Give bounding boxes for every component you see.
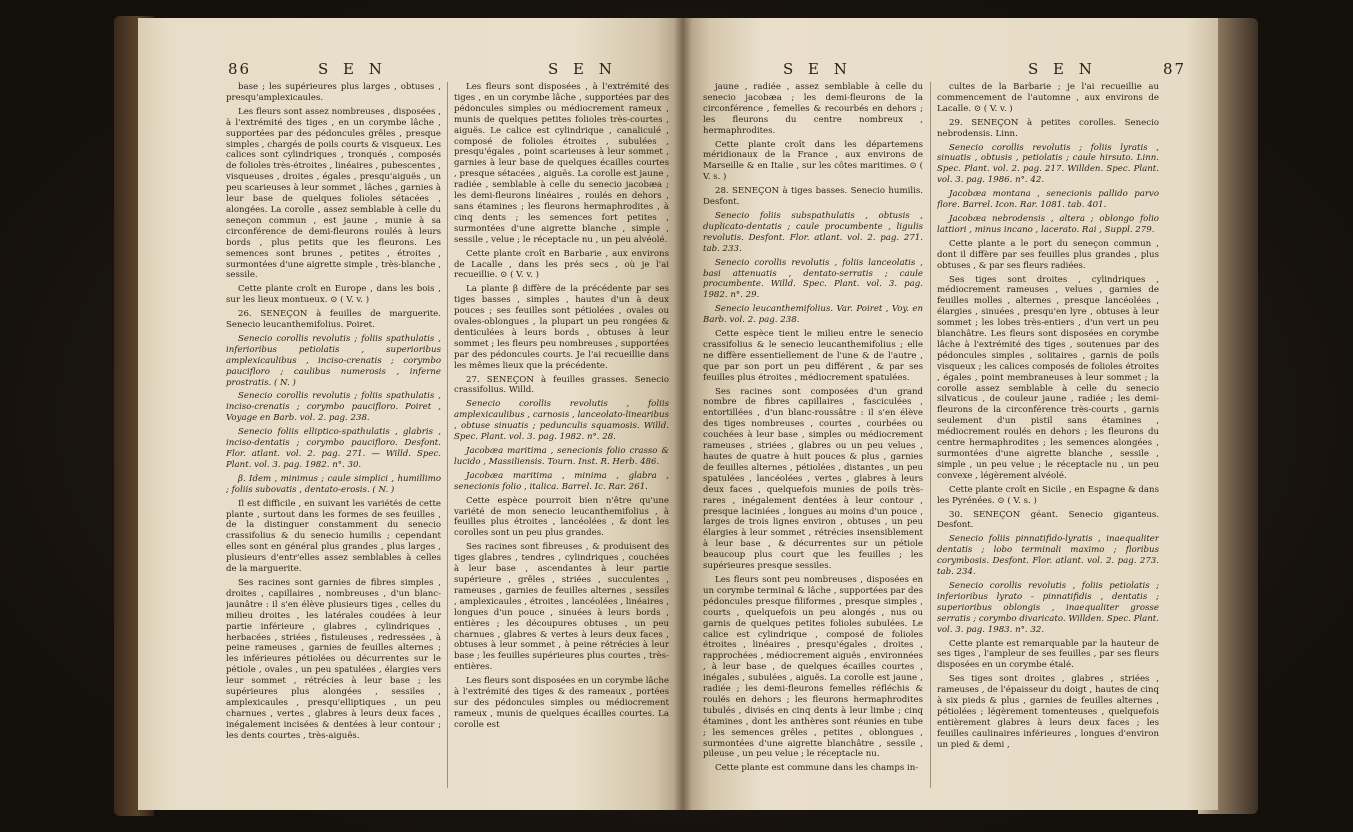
running-head-left-col2: S E N [548, 60, 617, 78]
paragraph: Jacobæa maritima , minima , glabra , senecionis folio , italica. Barrel. Ic. Rar. 261. [454, 470, 669, 492]
running-head-right-col1: S E N [783, 60, 852, 78]
paragraph: Cette espèce pourroit bien n'être qu'une variété de mon senecio leucanthemifolius , à feuilles plus étroites , lancéolées , & dont les corolles sont un peu plus grandes. [454, 495, 669, 539]
paragraph: Ses racines sont fibreuses , & produisent des tiges glabres , tendres , cylindriques , couchées à leur base , ascendantes à leur partie supérieure , grêles , striées , succulentes , rameuses , garnies de feuilles alternes , sessiles , amplexicaules , étroites , lancéolées , linéaires , longues d'un pouce , sinuées à leurs bords , entières ; les découpures obtuses , un peu charnues , glabres & vertes à leurs deux faces , obtuses à leur sommet , à peine rétrécies à leur base ; les feuilles supérieures plus courtes , très-entières. [454, 542, 669, 673]
right-page [683, 18, 1218, 810]
paragraph: Senecio foliis elliptico-spathulatis , glabris , inciso-dentatis ; corymbo paucifloro. Desfont. Flor. atlant. vol. 2. pag. 271. — Willd. Spec. Plant. vol. 3. pag. 1982. n°. 30. [226, 427, 441, 470]
paragraph: Les fleurs sont peu nombreuses , disposées en un corymbe terminal & lâche , supportées par des pédoncules presque filiformes , presque simples , courts , quelquefois un peu alongés , nus ou garnis de quelques petites folioles subulées. Le calice est cylindrique , composé de folioles étroites , linéaires , presqu'égales , droites , rapprochées , médiocrement aiguës , environnées , à leur base , de quelques écailles courtes , inégales , subulées , aiguës. La corolle est jaune , radiée ; les demi-fleurons femelles réfléchis & roulés en dehors ; les fleurons hermaphrodites tubulés , divisés en cinq dents à leur limbe ; cinq étamines , dont les anthères sont réunies en tube ; les semences grêles , petites , oblongues , surmontées d'une aigrette blanchâtre , sessile , pileuse , un peu velue ; le réceptacle nu. [703, 574, 923, 760]
paragraph: Senecio corollis revolutis ; foliis spathulatis , inferioribus petiolatis , superioribus amplexicaulibus , inciso-crenatis ; corymbo paucifloro ; caulibus numerosis , inferne prostratis. ( N. ) [226, 333, 441, 388]
paragraph: Jacobæa maritima , senecionis folio crasso & lucido , Massiliensis. Tourn. Inst. R. Herb. 486. [454, 446, 669, 467]
paragraph: Les fleurs sont disposées , à l'extrémité des tiges , en un corymbe lâche , supportées par des pédoncules simples ou médiocrement rameux , munis de quelques petites folioles très-courtes , aiguës. Le calice est cylindrique , canaliculé , composé de folioles étroites , subulées , presqu'égales , point scarieuses à leur sommet , garnies à leur base de quelques écailles courtes , presque sétacées , aiguës. La corolle est jaune , radiée , semblable à celle du senecio jacobæa ; les demi-fleurons linéaires , roulés en dehors , sans étamines ; les fleurons hermaphrodites , à cinq dents ; les semences fort petites , surmontées d'une aigrette blanche , simple , sessile , velue ; le réceptacle nu , un peu alvéolé. [454, 82, 669, 245]
right-page-column-1 [703, 82, 923, 794]
paragraph: Ses racines sont garnies de fibres simples , droites , capillaires , nombreuses , d'un blanc-jaunâtre : il s'en élève plusieurs tiges , celles du milieu droites , les latérales coudées à leur partie inférieure , glabres , cylindriques , herbacées , striées , fistuleuses , redressées , à peine rameuses , garnies de feuilles alternes ; les inférieures pétiolées ou décurrentes sur le pétiole , ovales , un peu spatulées , élargies vers leur sommet , rétrécies à leur base ; les supérieures plus alongées , sessiles , amplexicaules , presqu'elliptiques , un peu charnues , vertes , glabres à leurs deux faces , inégalement incisées & dentées à leur contour ; les dents courtes , très-aiguës. [226, 577, 441, 741]
paragraph: Les fleurs sont assez nombreuses , disposées , à l'extrémité des tiges , en un corymbe lâche , supportées par des pédoncules grêles , presque simples , chargés de poils courts & visqueux. Les calices sont cylindriques , tronqués , composés de folioles très-étroites , linéaires , pubescentes , visqueuses , droites , égales , presqu'aiguës , un peu scarieuses à leur sommet , lâches , garnies à leur base de quelques folioles sétacées , alongées. La corolle , assez semblable à celle du seneçon commun , est jaune , munie à sa circonférence de demi-fleurons roulés à leurs bords , plus petits que les fleurons. Les semences sont brunes , petites , étroites , surmontées d'une aigrette simple , très-blanche , sessile. [226, 106, 441, 281]
paragraph: Cette plante est commune dans les champs in- [715, 763, 919, 774]
paragraph: Ses tiges sont droites , glabres , striées , rameuses , de l'épaisseur du doigt , hautes de cinq à six pieds & plus , garnies de feuilles alternes , pétiolées ; légèrement tomenteuses , quelquefois entièrement glabres à leurs deux faces ; les feuilles caulinaires inférieures , longues d'environ un pied & demi , [937, 674, 1159, 750]
column-divider [930, 82, 931, 788]
paragraph: Ses tiges sont droites , cylindriques , médiocrement rameuses , velues , garnies de feuilles molles , alternes , presque lancéolées , élargies , sinuées , presqu'en lyre , obtuses à leur sommet ; les lobes très-entiers , d'un vert un peu blanchâtre. Les fleurs sont disposées en corymbe lâche à l'extrémité des tiges , soutenues par des pédoncules simples , solitaires , garnis de poils visqueux ; les calices composés de folioles étroites , égales , point membraneuses à leur sommet ; la corolle assez semblable à celle du senecio silvaticus , de couleur jaune , radiée ; les demi-fleurons de la circonférence très-courts , garnis seulement d'un pistil sans étamines , médiocrement roulés en dehors ; les fleurons du centre hermaphrodites ; les semences alongées , surmontées d'une aigrette blanche , sessile , simple , un peu velue ; le réceptacle nu , un peu convexe , légèrement alvéolé. [937, 274, 1159, 481]
paragraph: Senecio corollis revolutis ; foliis spathulatis , inciso-crenatis ; corymbo paucifloro. Poiret , Voyage en Barb. vol. 2. pag. 238. [226, 391, 441, 424]
paragraph: Les fleurs sont disposées en un corymbe lâche à l'extrémité des tiges & des rameaux , portées sur des pédoncules simples ou médiocrement rameux , munis de quelques écailles courtes. La corolle est [454, 676, 669, 730]
left-page-header [138, 60, 683, 82]
paragraph: Il est difficile , en suivant les variétés de cette plante , surtout dans les formes de ses feuilles , de la distinguer constamment du senecio crassifolius & du senecio humilis ; cependant elles sont en général plus grandes , plus larges , plusieurs d'entr'elles assez semblables à celles de la marguerite. [226, 498, 441, 575]
open-book [128, 10, 1218, 822]
paragraph: Ses racines sont composées d'un grand nombre de fibres capillaires , fasciculées , entortillées , d'un blanc-roussâtre : il s'en élève des tiges nombreuses , courtes , courbées ou couchées à leur base , simples ou médiocrement rameuses , striées , glabres ou un peu velues , hautes de quatre à huit pouces & plus , garnies de feuilles alternes , pétiolées , distantes , un peu spatulées , lancéolées , vertes , glabres à leurs deux faces , quelquefois munies de poils très-rares , inégalement dentées à leur contour , presque laciniées , longues au moins d'un pouce , larges de trois lignes environ , obtuses , un peu élargies à leur sommet , rétrécies insensiblement à leur base , & décurrentes sur un pétiole beaucoup plus court que les feuilles ; les supérieures presque sessiles. [703, 386, 923, 572]
paragraph: Cette plante croît en Barbarie , aux environs de Lacalle , dans les prés secs , où je l'ai recueillie. ⊙ ( V. v. ) [454, 248, 669, 281]
paragraph: Senecio corollis revolutis , foliis petiolatis ; inferioribus lyrato - pinnatifidis , dentatis ; superioribus oblongis , inaequaliter grosse serratis ; corymbo divaricato. Willden. Spec. Plant. vol. 3. pag. 1983. n°. 32. [937, 580, 1159, 635]
paragraph: Senecio corollis revolutis ; foliis lyratis , sinuatis , obtusis , petiolatis ; caule hirsuto. Linn. Spec. Plant. vol. 2. pag. 217. Willden. Spec. Plant. vol. 3. pag. 1986. n°. 42. [937, 142, 1159, 186]
right-page-header [683, 60, 1218, 82]
paragraph: Cette espèce tient le milieu entre le senecio crassifolius & le senecio leucanthemifolius ; elle ne diffère essentiellement de l'une & de l'autre , que par son port un peu différent , & par ses feuilles plus étroites , médiocrement spatulées. [703, 329, 923, 383]
running-head-right-col2: S E N [1028, 60, 1097, 78]
page-number-right: 87 [1163, 60, 1187, 78]
left-page [138, 18, 683, 810]
paragraph: Senecio corollis revolutis , foliis lanceolatis , basi attenuatis , dentato-serratis ; caule procumbente. Willd. Spec. Plant. vol. 3. pag. 1982. n°. 29. [703, 257, 923, 301]
paragraph: Senecio foliis pinnatifido-lyratis , inaequaliter dentatis ; lobo terminali maximo ; floribus corymbosis. Desfont. Flor. atlant. vol. 2. pag. 273. tab. 234. [937, 534, 1159, 578]
paragraph: Cette plante croît en Europe , dans les bois , sur les lieux montueux. ⊙ ( V. v. ) [226, 284, 441, 306]
paragraph: 26. SENEÇON à feuilles de marguerite. Senecio leucanthemifolius. Poiret. [226, 309, 441, 331]
paragraph: Jacobæa nebrodensis , altera ; oblongo folio lattiori , minus incano , lacerato. Rai , Suppl. 279. [937, 213, 1159, 235]
paragraph: 30. SENEÇON géant. Senecio giganteus. Desfont. [937, 509, 1159, 531]
paragraph: Cette plante croît en Sicile , en Espagne & dans les Pyrénées. ⊙ ( V. s. ) [937, 484, 1159, 506]
paragraph: Cette plante croît dans les départemens méridionaux de la France , aux environs de Marseille & en Italie , sur les côtes maritimes. ⊙ ( V. s. ) [703, 139, 923, 183]
paragraph: 28. SENEÇON à tiges basses. Senecio humilis. Desfont. [703, 186, 923, 208]
left-page-column-1 [226, 82, 441, 794]
paragraph: Senecio foliis subspathulatis , obtusis , duplicato-dentatis ; caule procumbente , ligulis revolutis. Desfont. Flor. atlant. vol. 2. pag. 271. tab. 233. [703, 210, 923, 254]
paragraph: Jacobæa montana , senecionis pallido parvo flore. Barrel. Icon. Rar. 1081. tab. 401. [937, 189, 1159, 211]
paragraph: base ; les supérieures plus larges , obtuses , presqu'amplexicaules. [226, 82, 441, 103]
left-page-column-2 [454, 82, 669, 794]
paragraph: La plante β diffère de la précédente par ses tiges basses , simples , hautes d'un à deux pouces ; ses feuilles sont pétiolées , ovales ou ovales-oblongues , la plupart un peu rongées & denticulées à leurs bords , obtuses à leur sommet ; les fleurs peu nombreuses , supportées par des pédoncules courts. Je l'ai recueillie dans les mêmes lieux que la précédente. [454, 284, 669, 371]
running-head-left-col1: S E N [318, 60, 387, 78]
paragraph: 29. SENEÇON à petites corolles. Senecio nebrodensis. Linn. [937, 117, 1159, 139]
paragraph: Senecio leucanthemifolius. Var. Poiret , Voy. en Barb. vol. 2. pag. 238. [703, 304, 923, 326]
paragraph: cultes de la Barbarie ; je l'ai recueillie au commencement de l'automne , aux environs de Lacalle. ⊙ ( V. v. ) [937, 82, 1159, 114]
paragraph: Senecio corollis revolutis , foliis amplexicaulibus , carnosis , lanceolato-linearibus , obtuse sinuatis ; pedunculis squamosis. Willd. Spec. Plant. vol. 3. pag. 1982. n°. 28. [454, 399, 669, 443]
column-divider [447, 82, 448, 788]
paragraph: jaune , radiée , assez semblable à celle du senecio jacobæa ; les demi-fleurons de la circonférence , femelles & recourbés en dehors ; les fleurons du centre nombreux , hermaphrodites. [703, 82, 923, 136]
right-page-column-2 [937, 82, 1159, 794]
paragraph: 27. SENEÇON à feuilles grasses. Senecio crassifolius. Willd. [454, 374, 669, 396]
paragraph: Cette plante a le port du seneçon commun , dont il diffère par ses feuilles plus grandes , plus obtuses , & par ses fleurs radiées. [937, 238, 1159, 271]
book-gutter [674, 18, 692, 810]
page-number-left: 86 [228, 60, 252, 78]
paragraph: β. Idem , minimus ; caule simplici , humillimo ; foliis subovatis , dentato-erosis. ( N. ) [226, 473, 441, 495]
paragraph: Cette plante est remarquable par la hauteur de ses tiges , l'ampleur de ses feuilles , par ses fleurs disposées en un corymbe étalé. [937, 638, 1159, 671]
